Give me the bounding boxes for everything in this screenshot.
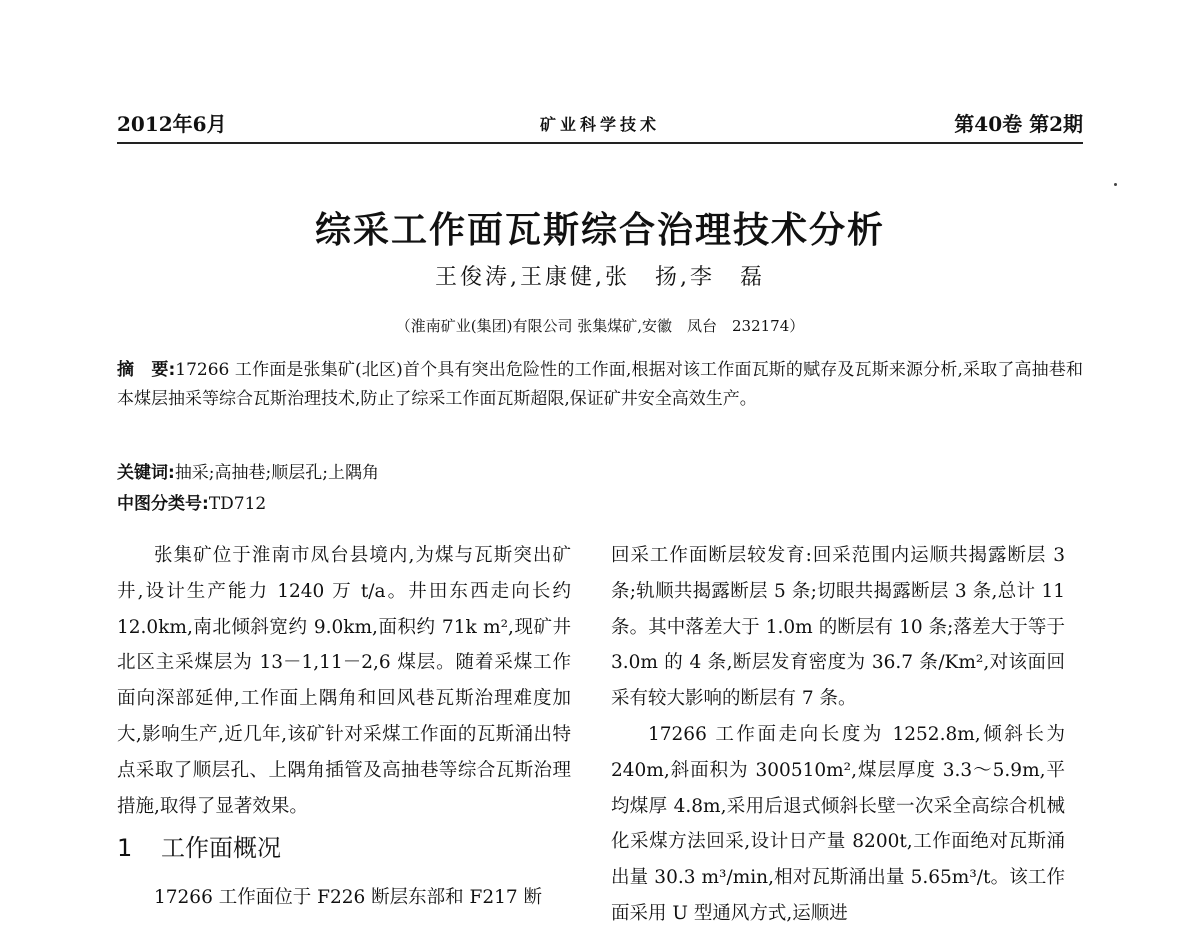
section-number: 1 xyxy=(117,834,133,863)
keywords-text: 抽采;高抽巷;顺层孔;上隅角 xyxy=(174,463,379,483)
header-date: 2012年6月 xyxy=(117,112,227,136)
section-title: 工作面概况 xyxy=(161,834,281,863)
body-paragraph: 17266 工作面走向长度为 1252.8m,倾斜长为 240m,斜面积为 300510m²,煤层厚度 3.3～5.9m,平均煤厚 4.8m,采用后退式倾斜长壁一次采全高综合机械化采煤方法回采,设计日产量 8200t,工作面绝对瓦斯涌出量 30.3 m³/min,相对瓦斯涌出量 5.65m³/t。该工作面采用 U 型通风方式,运顺进 xyxy=(611,723,1065,924)
keywords-line xyxy=(117,458,379,483)
body-paragraph: 回采工作面断层较发育:回采范围内运顺共揭露断层 3 条;轨顺共揭露断层 5 条;切眼共揭露断层 3 条,总计 11 条。其中落差大于 1.0m 的断层有 10 条;落差大于等于 3.0m 的 4 条,断层发育密度为 36.7 条/Km²,对该面回采有较大影响的断层有 7 条。 xyxy=(611,545,1065,710)
section-heading xyxy=(117,828,571,868)
classification-label: 中图分类号: xyxy=(117,494,209,514)
body-column-left xyxy=(117,538,571,916)
running-header xyxy=(117,108,1083,144)
paper-authors: 王俊涛,王康健,张 扬,李 磊 xyxy=(435,265,765,290)
classification-line xyxy=(117,489,266,514)
header-journal: 矿业科学技术 xyxy=(539,115,660,134)
body-column-right xyxy=(611,538,1065,932)
header-volume: 第40卷 第2期 xyxy=(954,112,1083,136)
abstract xyxy=(117,356,1083,414)
classification-text: TD712 xyxy=(208,494,267,514)
body-paragraph: 张集矿位于淮南市凤台县境内,为煤与瓦斯突出矿井,设计生产能力 1240 万 t/a。井田东西走向长约 12.0km,南北倾斜宽约 9.0km,面积约 71k m²,现矿井北区主采煤层为 13－1,11－2,6 煤层。随着采煤工作面向深部延伸,工作面上隅角和回风巷瓦斯治理难度加大,影响生产,近几年,该矿针对采煤工作面的瓦斯涌出特点采取了顺层孔、上隅角插管及高抽巷等综合瓦斯治理措施,取得了显著效果。 xyxy=(117,545,571,817)
paper-title: 综采工作面瓦斯综合治理技术分析 xyxy=(314,209,885,251)
scan-speck xyxy=(1114,183,1117,186)
paper-affiliation: （淮南矿业(集团)有限公司 张集煤矿,安徽 凤台 232174） xyxy=(395,317,805,335)
abstract-label: 摘 要: xyxy=(117,360,176,380)
abstract-text: 17266 工作面是张集矿(北区)首个具有突出危险性的工作面,根据对该工作面瓦斯的赋存及瓦斯来源分析,采取了高抽巷和本煤层抽采等综合瓦斯治理技术,防止了综采工作面瓦斯超限,保证矿井安全高效生产。 xyxy=(117,360,1083,409)
keywords-label: 关键词: xyxy=(117,463,175,483)
body-paragraph: 17266 工作面位于 F226 断层东部和 F217 断 xyxy=(154,887,543,909)
